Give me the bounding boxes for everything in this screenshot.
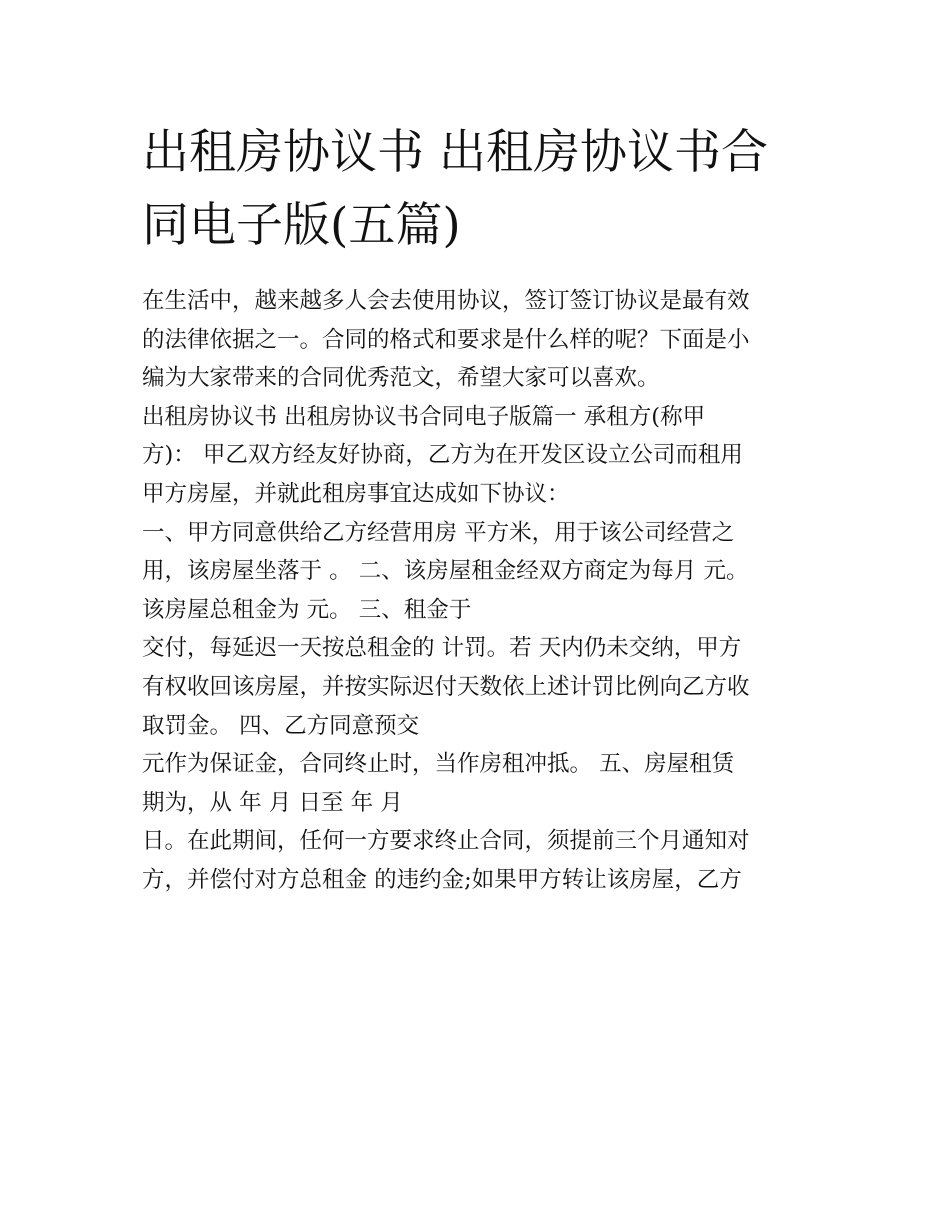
body-line: 交付，每延迟一天按总租金的 计罚。若 天内仍未交纳，甲方 bbox=[142, 635, 742, 662]
body-line: 该房屋总租金为 元。 三、租金于 bbox=[142, 596, 472, 623]
body-line: 用，该房屋坐落于 。 二、该房屋租金经双方商定为每月 元。 bbox=[142, 558, 749, 585]
body-line: 元作为保证金，合同终止时，当作房租冲抵。 五、房屋租赁 bbox=[142, 751, 735, 778]
body-line: 期为，从 年 月 日至 年 月 bbox=[142, 789, 403, 816]
title-line: 出租房协议书 出租房协议书合 bbox=[142, 125, 768, 180]
body-line: 方，并偿付对方总租金 的违约金;如果甲方转让该房屋，乙方 bbox=[142, 866, 742, 893]
body-line: 甲方房屋，并就此租房事宜达成如下协议： bbox=[142, 480, 570, 507]
document-body bbox=[142, 282, 842, 900]
body-line: 有权收回该房屋，并按实际迟付天数依上述计罚比例向乙方收 bbox=[142, 673, 750, 700]
body-line: 方)： 甲乙双方经友好协商，乙方为在开发区设立公司而租用 bbox=[142, 442, 743, 469]
body-line: 日。在此期间，任何一方要求终止合同，须提前三个月通知对 bbox=[142, 828, 750, 855]
document-title bbox=[142, 116, 842, 262]
body-line: 出租房协议书 出租房协议书合同电子版篇一 承租方(称甲 bbox=[142, 403, 706, 430]
body-line: 的法律依据之一。合同的格式和要求是什么样的呢？下面是小 bbox=[142, 326, 750, 353]
body-line: 取罚金。 四、乙方同意预交 bbox=[142, 712, 420, 739]
body-line: 在生活中，越来越多人会去使用协议，签订签订协议是最有效 bbox=[142, 288, 750, 314]
title-line: 同电子版(五篇) bbox=[142, 198, 461, 253]
body-line: 编为大家带来的合同优秀范文，希望大家可以喜欢。 bbox=[142, 365, 660, 392]
body-line: 一、甲方同意供给乙方经营用房 平方米，用于该公司经营之 bbox=[142, 519, 735, 546]
